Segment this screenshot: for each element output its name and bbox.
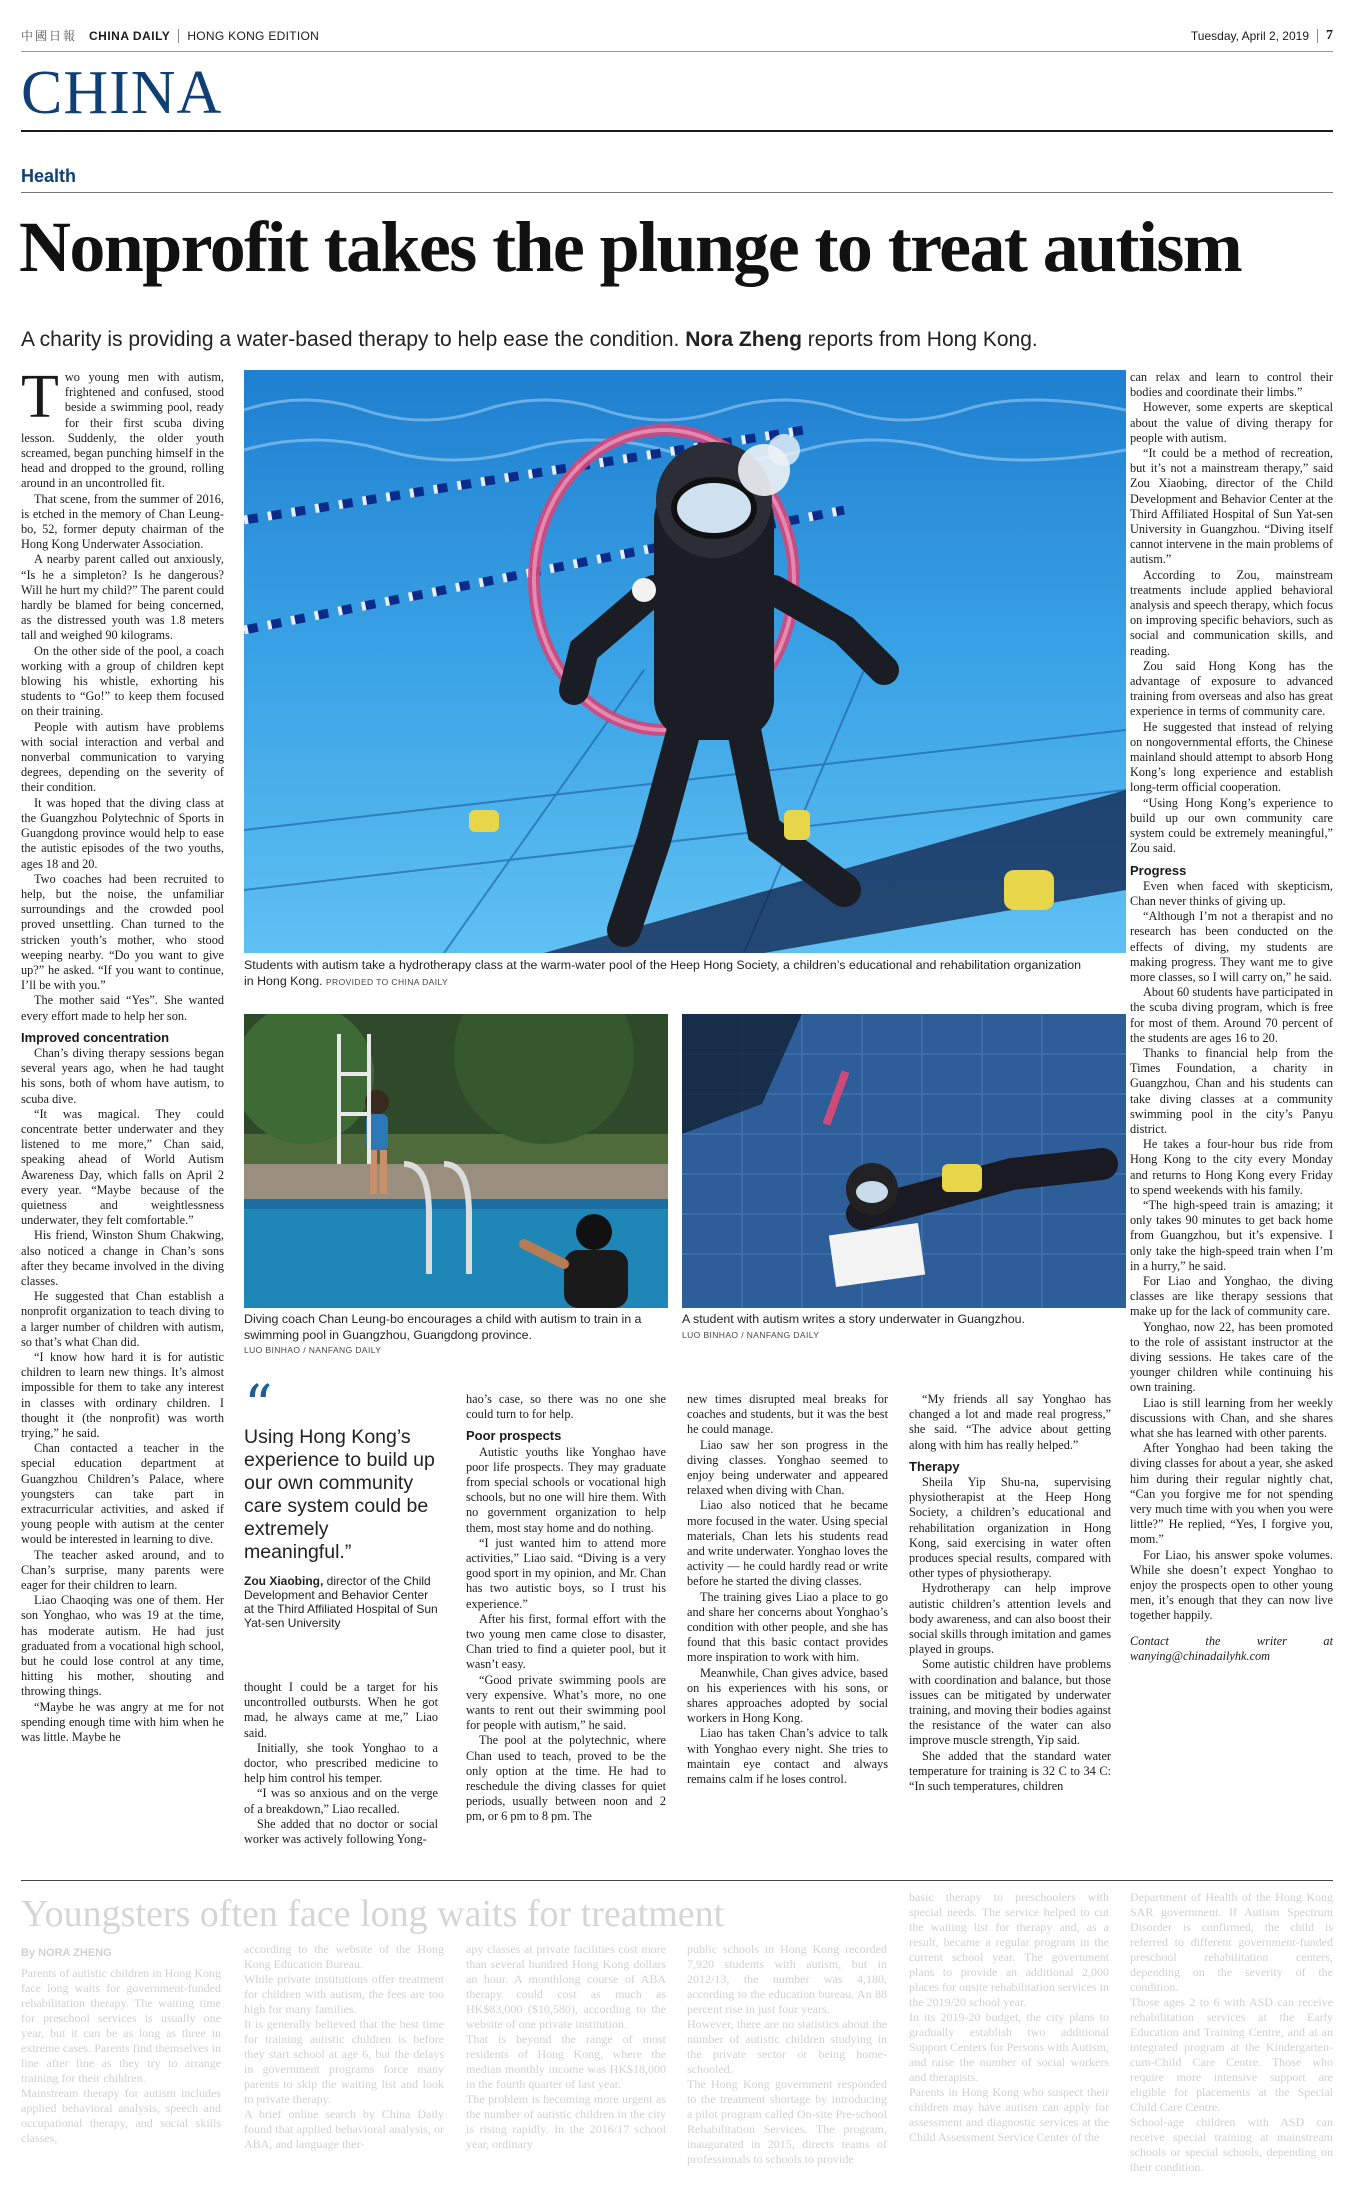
photo-credit: LUO BINHAO / NANFANG DAILY: [244, 1345, 382, 1355]
paragraph: A nearby parent called out anxiously, “Is he a simpleton? Is he dangerous? Will he hurt my child?” The parent could hardly be blamed for being concerned, as the distressed youth was 1.8 meters tall and weighed 90 kilograms.: [21, 552, 224, 643]
paragraph: Even when faced with skepticism, Chan never thinks of giving up.: [1130, 878, 1333, 908]
paragraph: Hydrotherapy can help improve autistic children’s attention levels and body awareness, and can also boost their social skills through imitation and games played in groups.: [909, 1581, 1111, 1657]
second-story-headline: Youngsters often face long waits for treatment: [21, 1893, 725, 1935]
quote-mark-icon: “: [244, 1374, 273, 1439]
paragraph: School-age children with ASD can receive special training at mainstream schools or special schools, depending on their condition.: [1130, 2115, 1333, 2174]
paragraph: The training gives Liao a place to go and share her concerns about Yonghao’s condition with other people, and she has found that this basic contact provides more inspiration to work with him.: [687, 1589, 888, 1665]
second-story-column-4: [687, 1942, 887, 2167]
paragraph: People with autism have problems with social interaction and verbal and nonverbal communication to varying degrees, depending on the severity of their condition.: [21, 719, 224, 795]
masthead-right: [1191, 28, 1333, 44]
paragraph: He suggested that instead of relying on nongovernmental efforts, the Chinese mainland should attempt to absorb Hong Kong’s long experience and establish long-term official cooperation.: [1130, 719, 1333, 795]
paragraph: The problem is becoming more urgent as the number of autistic children in the city is rising rapidly. In the 2016/17 school year, ordinary: [466, 2092, 666, 2151]
paragraph: Chan contacted a teacher in the special education department at Guangzhou Children’s Palace, where youngsters can take part in extracurricular activities, and asked if young people with autism at the center would be interested in learning to dive.: [21, 1441, 224, 1547]
paragraph: “The high-speed train is amazing; it only takes 90 minutes to get back home from Guangzhou, but it’s expensive. I only take the high-speed train when I’m in a hurry,” he said.: [1130, 1197, 1333, 1273]
photo-credit: LUO BINHAO / NANFANG DAILY: [682, 1329, 820, 1340]
main-photo-underwater-hoop: [244, 370, 1126, 953]
article-dek: [21, 328, 1341, 352]
article-column-1: [21, 363, 224, 1745]
paragraph: While private institutions offer treatment for children with autism, the fees are too high for many families.: [244, 1972, 444, 2016]
dek-text-end: reports from Hong Kong.: [807, 328, 1038, 351]
masthead: [21, 20, 1333, 52]
masthead-separator: [178, 29, 179, 43]
attribution-title: director of the Child Development and Behavior Center at the Third Affiliated Hospital of Sun Yat-sen University: [244, 1574, 438, 1630]
paragraph: thought I could be a target for his uncontrolled outbursts. When he got mad, he always came at me,” Liao said.: [244, 1680, 438, 1740]
second-story-byline: By NORA ZHENG: [21, 1947, 112, 1959]
second-story-column-2: [244, 1942, 444, 2152]
paragraph: “Maybe he was angry at me for not spending enough time with him when he was little. Maybe he: [21, 1699, 224, 1745]
paragraph: That is beyond the range of most residents of Hong Kong, where the median monthly income was HK$18,000 in the fourth quarter of last year.: [466, 2032, 666, 2091]
paragraph: Thanks to financial help from the Times Foundation, a charity in Guangzhou, Chan and his students can take diving classes at a community swimming pool in the city’s Panyu district.: [1130, 1045, 1333, 1136]
paragraph: She added that the standard water temperature for training is 32 C to 34 C: “In such temperatures, children: [909, 1748, 1111, 1794]
issue-date: Tuesday, April 2, 2019: [1190, 28, 1309, 43]
paragraph: Mainstream therapy for autism includes applied behavioral analysis, speech and occupational therapy, and social skills classes,: [21, 2086, 221, 2145]
paragraph: new times disrupted meal breaks for coaches and students, but it was the best he could manage.: [687, 1392, 888, 1437]
second-story-column-1: [21, 1966, 221, 2146]
paragraph: Department of Health of the Hong Kong SAR government. If Autism Spectrum Disorder is confirmed, the child is referred to different government-funded preschool rehabilitation centers, depending on the severity of the condition.: [1130, 1890, 1333, 1994]
writer-contact: Contact the writer at wanying@chinadailyhk.com: [1130, 1633, 1333, 1663]
section-kicker: Health: [21, 166, 77, 186]
paragraph: apy classes at private facilities cost more than several hundred Hong Kong dollars an hour. A monthlong course of ABA therapy could cost as much as HK$83,000 ($10,580), according to the website of one private institution.: [466, 1942, 666, 2031]
paragraph: She added that no doctor or social worker was actively following Yong-: [244, 1816, 438, 1847]
article-column-4: [687, 1392, 888, 1787]
paragraph: “Good private swimming pools are very expensive. What’s more, no one wants to rent out their swimming pool for people with autism,” he said.: [466, 1672, 666, 1733]
paragraph: Sheila Yip Shu-na, supervising physiotherapist at the Heep Hong Society, a children’s educational and rehabilitation organization in Hong Kong, said exercising in water often produces special results, compared with other types of physiotherapy.: [909, 1475, 1111, 1581]
paragraph: Autistic youths like Yonghao have poor life prospects. They may graduate from special schools or vocational high schools, but no one will hire them. With no government organization to help them, most stay home and do nothing.: [466, 1444, 666, 1535]
subhead-progress: Progress: [1130, 862, 1187, 878]
pull-quote-text: Using Hong Kong’s experience to build up our own community care system could be extremely meaningful.”: [244, 1426, 435, 1563]
paragraph: “Although I’m not a therapist and no research has been conducted on the effects of diving, my students are making progress. They want me to give more classes, so I will carry on,” he said.: [1130, 909, 1333, 984]
paragraph: Parents of autistic children in Hong Kong face long waits for government-funded rehabilitation therapy. The waiting time for preschool services is usually one year, but it can be as long as three in extreme cases. Parents find themselves in line after line as they try to arrange training for their children.: [21, 1966, 221, 2085]
paragraph: The teacher asked around, and to Chan’s surprise, many parents were eager for their children to learn.: [21, 1547, 224, 1593]
paragraph: hao’s case, so there was no one she could turn to for help.: [466, 1392, 666, 1422]
paragraph: He takes a four-hour bus ride from Hong Kong to the city every Monday and returns to Hong Kong every Friday to spend weekends with his family.: [1130, 1137, 1333, 1197]
dek-text: A charity is providing a water-based therapy to help ease the condition.: [21, 328, 680, 351]
paragraph: “Using Hong Kong’s experience to build up our own community care system could be extremely meaningful,” Zou said.: [1130, 795, 1333, 856]
photo-credit: PROVIDED TO CHINA DAILY: [325, 976, 449, 987]
paragraph: It is generally believed that the best time for training autistic children is before they start school at age 6, but the delays in government programs force many parents to skip the waiting list and look to private therapy.: [244, 2017, 444, 2106]
paragraph: Meanwhile, Chan gives advice, based on his experiences with his sons, or shares approaches adopted by social workers in Hong Kong.: [687, 1665, 888, 1726]
paragraph: He suggested that Chan establish a nonprofit organization to teach diving to a larger number of children with autism, so that’s what Chan did.: [21, 1289, 224, 1349]
article-headline: Nonprofit takes the plunge to treat autism: [19, 207, 1242, 287]
article-column-6: [1130, 370, 1333, 1664]
paragraph: “My friends all say Yonghao has changed a lot and made real progress,” she said. “The advice about getting along with him has really helped.”: [909, 1392, 1111, 1452]
paragraph: Initially, she took Yonghao to a doctor, who prescribed medicine to help him control his temper.: [244, 1740, 438, 1786]
paragraph: His friend, Winston Shum Chakwing, also noticed a change in Chan’s sons after they became involved in the diving classes.: [21, 1228, 224, 1288]
paragraph: Liao is still learning from her weekly discussions with Chan, and she shares what she has learned with other parents.: [1130, 1395, 1333, 1441]
second-story-column-3: [466, 1942, 666, 2152]
paragraph: The pool at the polytechnic, where Chan used to teach, proved to be the only option at the time. He had to reschedule the diving classes for quiet periods, usually between noon and 2 pm, or 6 pm to 8 pm. The: [466, 1733, 666, 1824]
page-number: 7: [1326, 27, 1333, 43]
newspaper-name: CHINA DAILY: [89, 28, 171, 43]
paragraph: A brief online search by China Daily found that applied behavioral analysis, or ABA, and language ther-: [244, 2107, 444, 2151]
pull-quote-attribution: [244, 1574, 438, 1630]
poolside-scene-illustration: [244, 1014, 668, 1308]
paragraph-text: wo young men with autism, frightened and confused, stood beside a swimming pool, ready for their first scuba diving lesson. Suddenly, the older youth screamed, began punching himself in the head and dropped to the ground, rolling around in an uncontrolled fit.: [21, 370, 224, 491]
pull-quote: [244, 1374, 438, 1630]
kicker-divider: [21, 192, 1333, 193]
paragraph: “It was magical. They could concentrate better underwater and they listened to me more,” Chan said, speaking ahead of World Autism Awareness Day, which falls on April 2 every year. “Maybe because of the quietness and weightlessness underwater, they felt comfortable.”: [21, 1106, 224, 1228]
caption-text: A student with autism writes a story underwater in Guangzhou.: [682, 1312, 1025, 1326]
paragraph: For Liao and Yonghao, the diving classes are like therapy sessions that make up for the lack of community care.: [1130, 1273, 1333, 1319]
paragraph: Two coaches had been recruited to help, but the noise, the unfamiliar surroundings and the crowded pool proved unsettling. Chan turned to the stricken youth’s mother, who stood weeping nearby. “Do you want to give up?” he asked. “If you want to continue, I’ll be with you.”: [21, 871, 224, 993]
article-column-2: [244, 1680, 438, 1847]
article-column-5: [909, 1392, 1111, 1794]
second-story-column-6: [1130, 1890, 1333, 2175]
paragraph: Those ages 2 to 6 with ASD can receive rehabilitation services at the Early Education and Training Centre, and at an integrated program at the Kindergarten-cum-Child Care Centre. Those who require more intensive support are eligible for placements at the Special Child Care Centre.: [1130, 1995, 1333, 2114]
photo-underwater-writing: [682, 1014, 1126, 1308]
attribution-name: Zou Xiaobing,: [244, 1574, 324, 1588]
subhead-improved-concentration: Improved concentration: [21, 1029, 170, 1045]
subhead-poor-prospects: Poor prospects: [466, 1428, 562, 1444]
paragraph: Some autistic children have problems with coordination and balance, but those issues can be mitigated by underwater training, and moving their bodies against the resistance of the water can also improve muscle strength, Yip said.: [909, 1657, 1111, 1748]
edition-label: HONG KONG EDITION: [187, 28, 320, 43]
paragraph: In its 2019-20 budget, the city plans to gradually establish two additional Support Centers for Persons with Autism, and raise the number of social workers and therapists.: [909, 2010, 1109, 2084]
paragraph: Liao Chaoqing was one of them. Her son Yonghao, who was 19 at the time, has moderate autism. He had just graduated from a vocational high school, but he could lose control at any time, hitting his mother, shouting and throwing things.: [21, 1593, 224, 1699]
paragraph: “It could be a method of recreation, but it’s not a mainstream therapy,” said Zou Xiaobing, director of the Child Development and Behavior Center at the Third Affiliated Hospital of Sun Yat-sen University in Guangzhou. “Diving itself cannot intervene in the main problems of autism.”: [1130, 446, 1333, 567]
drop-cap: T: [21, 363, 59, 431]
second-story-column-5: [909, 1890, 1109, 2145]
newspaper-logo-chinese: 中國日報: [21, 29, 78, 43]
paragraph: Liao also noticed that he became more focused in the water. Using special materials, Chan lets his students read and write underwater. Yonghao loves the activity — he could hardly read or write before he started the diving classes.: [687, 1498, 888, 1589]
masthead-separator: [1317, 29, 1318, 43]
paragraph: According to Zou, mainstream treatments include applied behavioral analysis and speech therapy, which focus on improving specific behaviors, such as social and communication skills, and reading.: [1130, 567, 1333, 658]
paragraph: The mother said “Yes”. She wanted every effort made to help her son.: [21, 993, 224, 1023]
paragraph: “I know how hard it is for autistic children to learn new things. It’s almost impossible for them to take any interest in classes with ordinary children. I thought it (the nonprofit) was worth trying,” he said.: [21, 1350, 224, 1441]
article-column-3: [466, 1392, 666, 1825]
dek-author: Nora Zheng: [685, 328, 802, 351]
paragraph: according to the website of the Hong Kong Education Bureau.: [244, 1942, 444, 1971]
second-story-faded: [0, 1880, 1352, 2211]
paragraph: “I was so anxious and on the verge of a breakdown,” Liao recalled.: [244, 1786, 438, 1816]
section-divider: [21, 130, 1333, 132]
paragraph: However, some experts are skeptical about the value of diving therapy for people with autism.: [1130, 400, 1333, 445]
underwater-scene-illustration: [244, 370, 1126, 953]
paragraph: That scene, from the summer of 2016, is etched in the memory of Chan Leung-bo, 52, former deputy chairman of the Hong Kong Underwater Association.: [21, 491, 224, 552]
paragraph: Chan’s diving therapy sessions began several years ago, when he had taught his sons, both of whom have autism, to scuba dive.: [21, 1045, 224, 1106]
paragraph: Parents in Hong Kong who suspect their children may have autism can apply for assessment and diagnostic services at the Child Assessment Service Center of the: [909, 2085, 1109, 2144]
main-photo-caption: [244, 958, 1092, 990]
right-photo-caption: [682, 1312, 1126, 1343]
left-photo-caption: [244, 1312, 668, 1359]
paragraph: The Hong Kong government responded to the treatment shortage by introducing a pilot program called On-site Pre-school Rehabilitation Services. The program, inaugurated in 2015, directs teams of professionals to schools to provide: [687, 2077, 887, 2166]
paragraph: On the other side of the pool, a coach working with a group of children kept blowing his whistle, exhorting his students to “Go!” to keep them focused on their training.: [21, 643, 224, 719]
paragraph: After Yonghao had been taking the diving classes for about a year, she asked him during their regular nightly chat, “Can you forgive me for not spending very much time with you when you were little?” He replied, “Yes, I forgive you, mom.”: [1130, 1441, 1333, 1547]
caption-text: Students with autism take a hydrotherapy class at the warm-water pool of the Heep Hong Society, a children’s educational and rehabilitation organization in Hong Kong.: [244, 958, 1082, 988]
photo-coach-and-child: [244, 1014, 668, 1308]
paragraph: Liao has taken Chan’s advice to talk with Yonghao every night. She tries to maintain eye contact and always remains calm if he loses control.: [687, 1726, 888, 1787]
underwater-writing-illustration: [682, 1014, 1126, 1308]
section-title: CHINA: [21, 59, 223, 127]
paragraph: basic therapy to preschoolers with special needs. The service helped to cut the waiting list for therapy and, as a result, became a regular program in the current school year. The government plans to provide an additional 2,000 places for onsite rehabilitation services in the 2019/20 school year.: [909, 1890, 1109, 2009]
subhead-therapy: Therapy: [909, 1458, 960, 1474]
paragraph: [21, 363, 224, 492]
paragraph: However, there are no statistics about the number of autistic children studying in the private sector or being home-schooled.: [687, 2017, 887, 2076]
paragraph: “I just wanted him to attend more activities,” Liao said. “Diving is a very good sport in my opinion, and Mr. Chan has two autistic boys, so I trust his experience.”: [466, 1535, 666, 1611]
paragraph: public schools in Hong Kong recorded 7,920 students with autism, but in 2012/13, the number was 4,180, according to the education bureau. An 88 percent rise in just four years.: [687, 1942, 887, 2016]
paragraph: About 60 students have participated in the scuba diving program, which is free for most of them. Around 70 percent of the students are ages 16 to 20.: [1130, 985, 1333, 1045]
paragraph: For Liao, his answer spoke volumes. While she doesn’t expect Yonghao to enjoy the prospects open to other young men, it’s enough that they can now live together happily.: [1130, 1547, 1333, 1623]
paragraph: can relax and learn to control their bodies and coordinate their limbs.”: [1130, 370, 1333, 400]
paragraph: It was hoped that the diving class at the Guangzhou Polytechnic of Sports in Guangdong province would help to ease the autistic episodes of the two youths, ages 18 and 20.: [21, 795, 224, 871]
paragraph: Yonghao, now 22, has been promoted to the role of assistant instructor at the diving sessions. He takes care of the younger children while continuing his own training.: [1130, 1319, 1333, 1395]
caption-text: Diving coach Chan Leung-bo encourages a child with autism to train in a swimming pool in Guangzhou, Guangdong province.: [244, 1312, 642, 1342]
paragraph: After his first, formal effort with the two young men came close to disaster, Chan tried to find a quieter pool, but it wasn’t easy.: [466, 1611, 666, 1672]
paragraph: Zou said Hong Kong has the advantage of exposure to advanced training from overseas and also has great experience in terms of community care.: [1130, 658, 1333, 719]
paragraph: Liao saw her son progress in the diving classes. Yonghao seemed to enjoy being underwater and appeared relaxed when diving with Chan.: [687, 1437, 888, 1498]
